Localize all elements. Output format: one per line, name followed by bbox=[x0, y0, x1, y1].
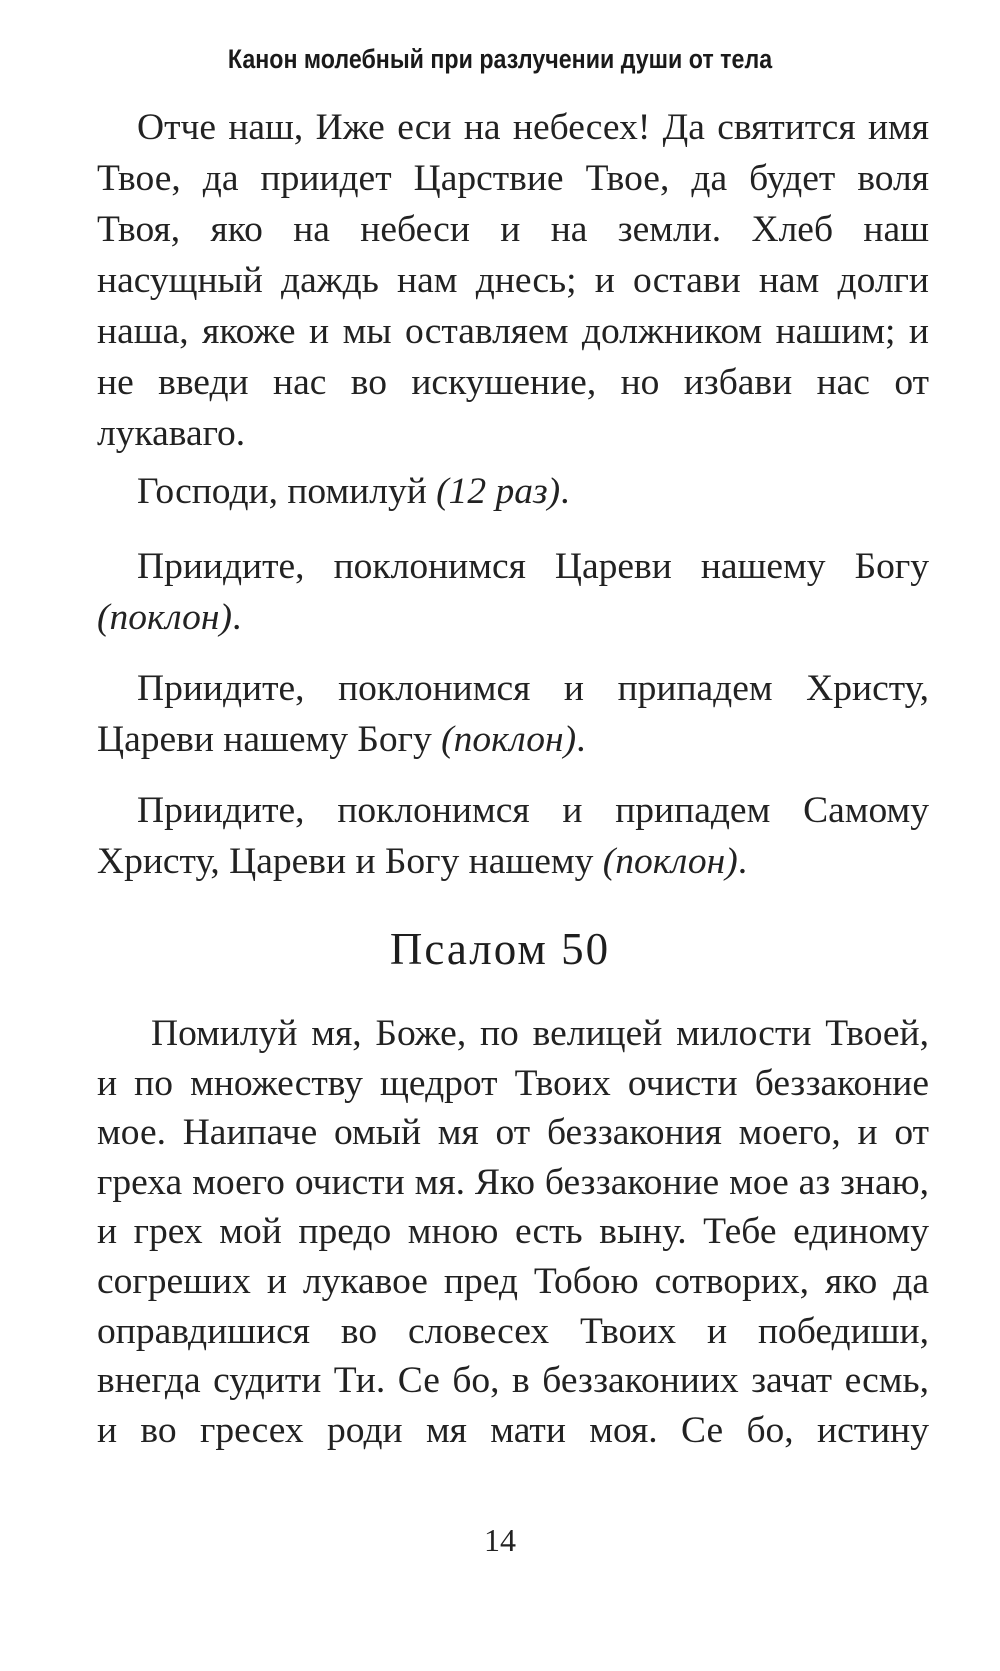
rubric: (12 раз) bbox=[436, 471, 561, 512]
rubric: (поклон) bbox=[602, 841, 738, 882]
lords-prayer-paragraph bbox=[97, 102, 929, 459]
verse-paragraph bbox=[97, 466, 929, 517]
verse-end: . bbox=[737, 841, 748, 882]
verse-paragraph bbox=[97, 541, 929, 643]
psalm-paragraph bbox=[97, 1009, 929, 1455]
rubric: (поклон) bbox=[441, 719, 577, 760]
verse-text: Господи, помилуй bbox=[137, 471, 427, 512]
verse-end: . bbox=[560, 471, 570, 512]
verse-paragraph bbox=[97, 663, 929, 765]
verse-paragraph bbox=[97, 785, 929, 887]
verse-text: Приидите, поклонимся Цареви нашему Богу bbox=[137, 546, 929, 587]
psalm-text: Помилуй мя, Боже, по велицей милости Твоей, и по множеству щедрот Твоих очисти беззаконие мое. Наипаче омый мя от беззакония моего, и от греха моего очисти мя. Яко беззаконие мое аз знаю, и грех мой предо мною есть выну. Тебе единому согреших и лукавое пред Тобою сотворих, яко да оправдишися во словесех Твоих и победиши, внегда судити Ти. Се бо, в беззакониих зачат есмь, и во гресех роди мя мати моя. Се бо, истину bbox=[97, 1013, 929, 1451]
section-heading: Псалом 50 bbox=[389, 924, 611, 974]
running-header: Канон молебный при разлучении души от тела bbox=[227, 44, 773, 74]
rubric: (поклон) bbox=[97, 597, 232, 638]
page-number: 14 bbox=[484, 1522, 516, 1558]
verse-end: . bbox=[576, 719, 586, 760]
verse-text: Приидите, поклонимся и припадем Самому Христу, Цареви и Богу нашему bbox=[97, 790, 929, 882]
lords-prayer-text: Отче наш, Иже еси на небесех! Да святится имя Твое, да приидет Царствие Твое, да будет воля Твоя, яко на небеси и на земли. Хлеб наш насущный даждь нам днесь; и остави нам долги наша, якоже и мы оставляем должником нашим; и не введи нас во искушение, но избави нас от лукаваго. bbox=[97, 107, 929, 454]
verse-end: . bbox=[231, 597, 242, 638]
verse-text: Приидите, поклонимся и припадем Христу, Цареви нашему Богу bbox=[97, 668, 929, 760]
